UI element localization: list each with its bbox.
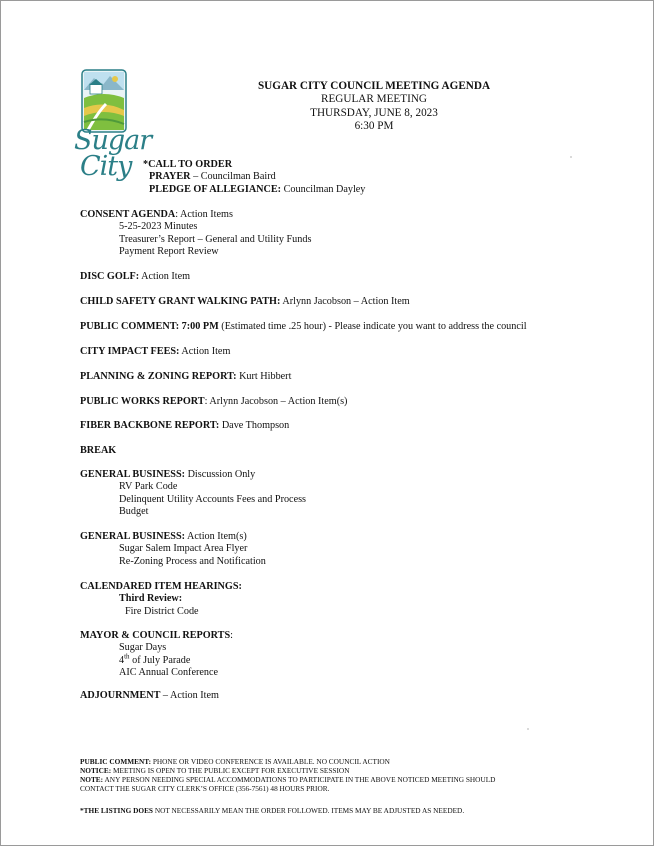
footer-public-comment-label: PUBLIC COMMENT: (80, 757, 152, 766)
footer-listing-label: *THE LISTING DOES (80, 806, 153, 815)
scan-speck (527, 728, 529, 730)
pledge-text: Councilman Dayley (281, 183, 366, 195)
general-business-text: Discussion Only (185, 469, 256, 480)
footer-notice-text: MEETING IS OPEN TO THE PUBLIC EXCEPT FOR EXECUTIVE SESSION (111, 766, 350, 775)
footer-notice-label: NOTICE: (80, 766, 112, 775)
pledge-label: PLEDGE OF ALLEGIANCE: (149, 183, 282, 195)
pledge-line (143, 184, 654, 196)
prayer-label: PRAYER (149, 171, 191, 183)
third-review-label: Third Review: (119, 593, 183, 605)
child-safety-label: CHILD SAFETY GRANT WALKING PATH: (80, 296, 281, 307)
mayor-council-heading (80, 630, 600, 642)
meeting-type: REGULAR MEETING (321, 93, 427, 106)
footer-public-comment (80, 757, 590, 766)
prayer-line (143, 171, 654, 183)
consent-agenda-heading (80, 209, 600, 221)
general-business-item: Delinquent Utility Accounts Fees and Process (119, 493, 307, 505)
disc-golf-item (80, 271, 600, 283)
impact-fees-text: Action Item (179, 346, 231, 357)
planning-zoning-text: Kurt Hibbert (236, 371, 292, 382)
impact-fees-item (80, 346, 600, 358)
consent-agenda-text: : Action Items (175, 209, 233, 220)
general-business-discussion-section (80, 469, 600, 519)
report-item: AIC Annual Conference (119, 667, 219, 679)
calendared-hearings-section (80, 581, 600, 618)
report-item-superscript: th (124, 652, 130, 661)
general-business-item: RV Park Code (119, 481, 178, 493)
report-item-rest: of July Parade (129, 654, 191, 666)
footer-note-label: NOTE: (80, 775, 104, 784)
public-comment-item (80, 321, 640, 333)
general-business-item: Budget (119, 506, 149, 518)
call-to-order-section (143, 159, 654, 196)
public-works-label: PUBLIC WORKS REPORT (80, 396, 205, 407)
footer-notices (80, 757, 590, 793)
general-business-label: GENERAL BUSINESS: (80, 469, 186, 480)
break-item: BREAK (80, 445, 117, 456)
planning-zoning-label: PLANNING & ZONING REPORT: (80, 371, 237, 382)
scan-speck (570, 156, 572, 158)
fiber-backbone-label: FIBER BACKBONE REPORT: (80, 420, 220, 431)
prayer-text: – Councilman Baird (190, 171, 276, 183)
footer-public-comment-text: PHONE OR VIDEO CONFERENCE IS AVAILABLE. NO COUNCIL ACTION (151, 757, 390, 766)
general-business-discussion-heading (80, 469, 600, 481)
impact-fees-label: CITY IMPACT FEES: (80, 346, 180, 357)
report-item-number: 4 (119, 654, 125, 666)
call-to-order-label: *CALL TO ORDER (143, 159, 233, 170)
planning-zoning-item (80, 371, 600, 383)
adjournment-text: – Action Item (160, 690, 219, 701)
consent-item: Payment Report Review (119, 246, 219, 258)
footer-notice (80, 766, 590, 775)
disc-golf-label: DISC GOLF: (80, 271, 140, 282)
meeting-time: 6:30 PM (354, 120, 394, 133)
disc-golf-text: Action Item (139, 271, 191, 282)
footer-listing-disclaimer (80, 806, 590, 815)
child-safety-item (80, 296, 600, 308)
footer-note-continued: CONTACT THE SUGAR CITY CLERK’S OFFICE (356-7561) 48 HOURS PRIOR. (80, 784, 330, 793)
report-item (80, 652, 600, 667)
meeting-date: THURSDAY, JUNE 8, 2023 (310, 106, 438, 119)
consent-agenda-label: CONSENT AGENDA (80, 209, 176, 220)
adjournment-label: ADJOURNMENT (80, 690, 161, 701)
public-works-text: : Arlynn Jacobson – Action Item(s) (204, 396, 348, 407)
consent-item: 5-25-2023 Minutes (119, 221, 198, 233)
agenda-header (218, 80, 530, 134)
calendared-item: Fire District Code (125, 605, 199, 617)
logo-wordmark (74, 125, 152, 182)
mayor-council-text: : (230, 630, 233, 641)
mayor-council-reports-section (80, 630, 600, 680)
logo-word-sugar: Sugar (74, 125, 152, 156)
calendared-hearings-label: CALENDARED ITEM HEARINGS: (80, 581, 242, 592)
fiber-backbone-item (80, 420, 600, 432)
report-item: Sugar Days (119, 642, 167, 654)
public-comment-text: (Estimated time .25 hour) - Please indicate you want to address the council (218, 321, 527, 332)
footer-note-text: ANY PERSON NEEDING SPECIAL ACCOMMODATIONS TO PARTICIPATE IN THE ABOVE NOTICED MEETING SHOULD (103, 775, 496, 784)
general-business-text: Action Item(s) (185, 531, 247, 542)
child-safety-text: Arlynn Jacobson – Action Item (280, 296, 410, 307)
general-business-action-section (80, 531, 600, 568)
footer-listing-text: NOT NECESSARILY MEAN THE ORDER FOLLOWED. ITEMS MAY BE ADJUSTED AS NEEDED. (153, 806, 465, 815)
footer-note (80, 775, 590, 784)
general-business-action-heading (80, 531, 600, 543)
public-works-item (80, 396, 600, 408)
adjournment-item (80, 690, 600, 702)
public-comment-label: PUBLIC COMMENT: 7:00 PM (80, 321, 219, 332)
general-business-item: Sugar Salem Impact Area Flyer (119, 543, 248, 555)
consent-agenda-section (80, 209, 600, 259)
consent-item: Treasurer’s Report – General and Utility Funds (119, 233, 312, 245)
agenda-title: SUGAR CITY COUNCIL MEETING AGENDA (257, 80, 491, 92)
general-business-label: GENERAL BUSINESS: (80, 531, 186, 542)
general-business-item: Re-Zoning Process and Notification (119, 555, 266, 567)
logo-word-city: City (80, 151, 132, 182)
mayor-council-label: MAYOR & COUNCIL REPORTS (80, 630, 231, 641)
fiber-backbone-text: Dave Thompson (219, 420, 290, 431)
